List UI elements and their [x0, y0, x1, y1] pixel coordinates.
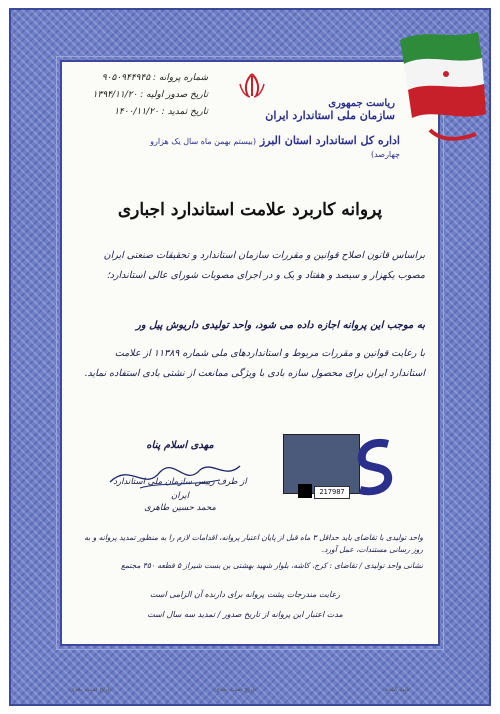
department-name: اداره کل استاندارد استان البرز [259, 134, 400, 147]
signatory-title: از طرف رییس سازمان ملی استاندارد ایران [113, 477, 247, 501]
standard-mark-logo-icon [352, 436, 398, 498]
permission-paragraph: به موجب این پروانه اجازه داده می شود، واحد تولیدی داریوش پیل ور [136, 320, 425, 331]
signatory-name: مهدی اسلام پناه [146, 440, 214, 451]
hologram-stamp [283, 434, 360, 494]
bottom-label-left: تاریخ تمدید بعدی [70, 686, 112, 693]
footer-line-2: مدت اعتبار این پروانه از تاریخ صدور / تمدید سه سال است [147, 610, 343, 619]
department-header [140, 134, 400, 160]
bottom-label-middle: تاریخ تمدید بعدی [215, 686, 257, 693]
bottom-signature-labels [0, 686, 500, 700]
bottom-label-right: تایید کننده [385, 686, 410, 693]
department-note: (بیستم بهمن ماه سال یک هزارو چهارصد) [150, 137, 400, 159]
renewal-date: تاریخ تمدید : ۱۴۰۰/۱۱/۲۰ [114, 107, 208, 117]
qr-code [298, 484, 312, 498]
handwritten-signature [100, 452, 250, 502]
license-number: شماره پروانه : ۹۰۵۰۹۴۴۹۴۵ [101, 73, 208, 83]
renewal-note: واحد تولیدی با تقاضای باید حداقل ۳ ماه قبل از پایان اعتبار پروانه، اقدامات لازم را به منظور تمدید پروانه و به روز رسانی مستندات، عمل آورد. [84, 533, 423, 554]
presidency-label: ریاست جمهوری [328, 98, 395, 109]
serial-code: 217987 [314, 486, 350, 499]
organization-name: سازمان ملی استاندارد ایران [265, 109, 395, 122]
footer-line-1: رعایت مندرجات پشت پروانه برای دارنده آن الزامی است [149, 590, 341, 599]
organization-header [175, 98, 395, 122]
iran-emblem-icon [232, 70, 272, 100]
address-note: نشانی واحد تولیدی / تقاضای : کرج، کاشه، بلوار شهید بهشتی بن بست شیراز ۵ قطعه ۴۵۰ مجتمع [121, 561, 423, 570]
standard-usage-paragraph: با رعایت قوانین و مقررات مربوط و استانداردهای ملی شماره ۱۱۳۸۹ از علامت استاندارد ایران برای محصول سازه بادی با ویژگی ممانعت از نشتی بادی استفاده نماید. [84, 348, 425, 379]
issue-date: تاریخ صدور اولیه : ۱۳۹۴/۱۱/۲۰ [92, 90, 208, 100]
legal-basis-paragraph: براساس قانون اصلاح قوانین و مقررات سازمان استاندارد و تحقیقات صنعتی ایران مصوب یکهزار و سیصد و هفتاد و یک و در اجرای مصوبات شورای عالی استاندارد؛ [103, 250, 425, 281]
iran-flag-icon [390, 22, 490, 152]
signatory-person: محمد حسین طاهری [144, 503, 216, 513]
certificate-title: پروانه کاربرد علامت استاندارد اجباری [117, 200, 383, 220]
